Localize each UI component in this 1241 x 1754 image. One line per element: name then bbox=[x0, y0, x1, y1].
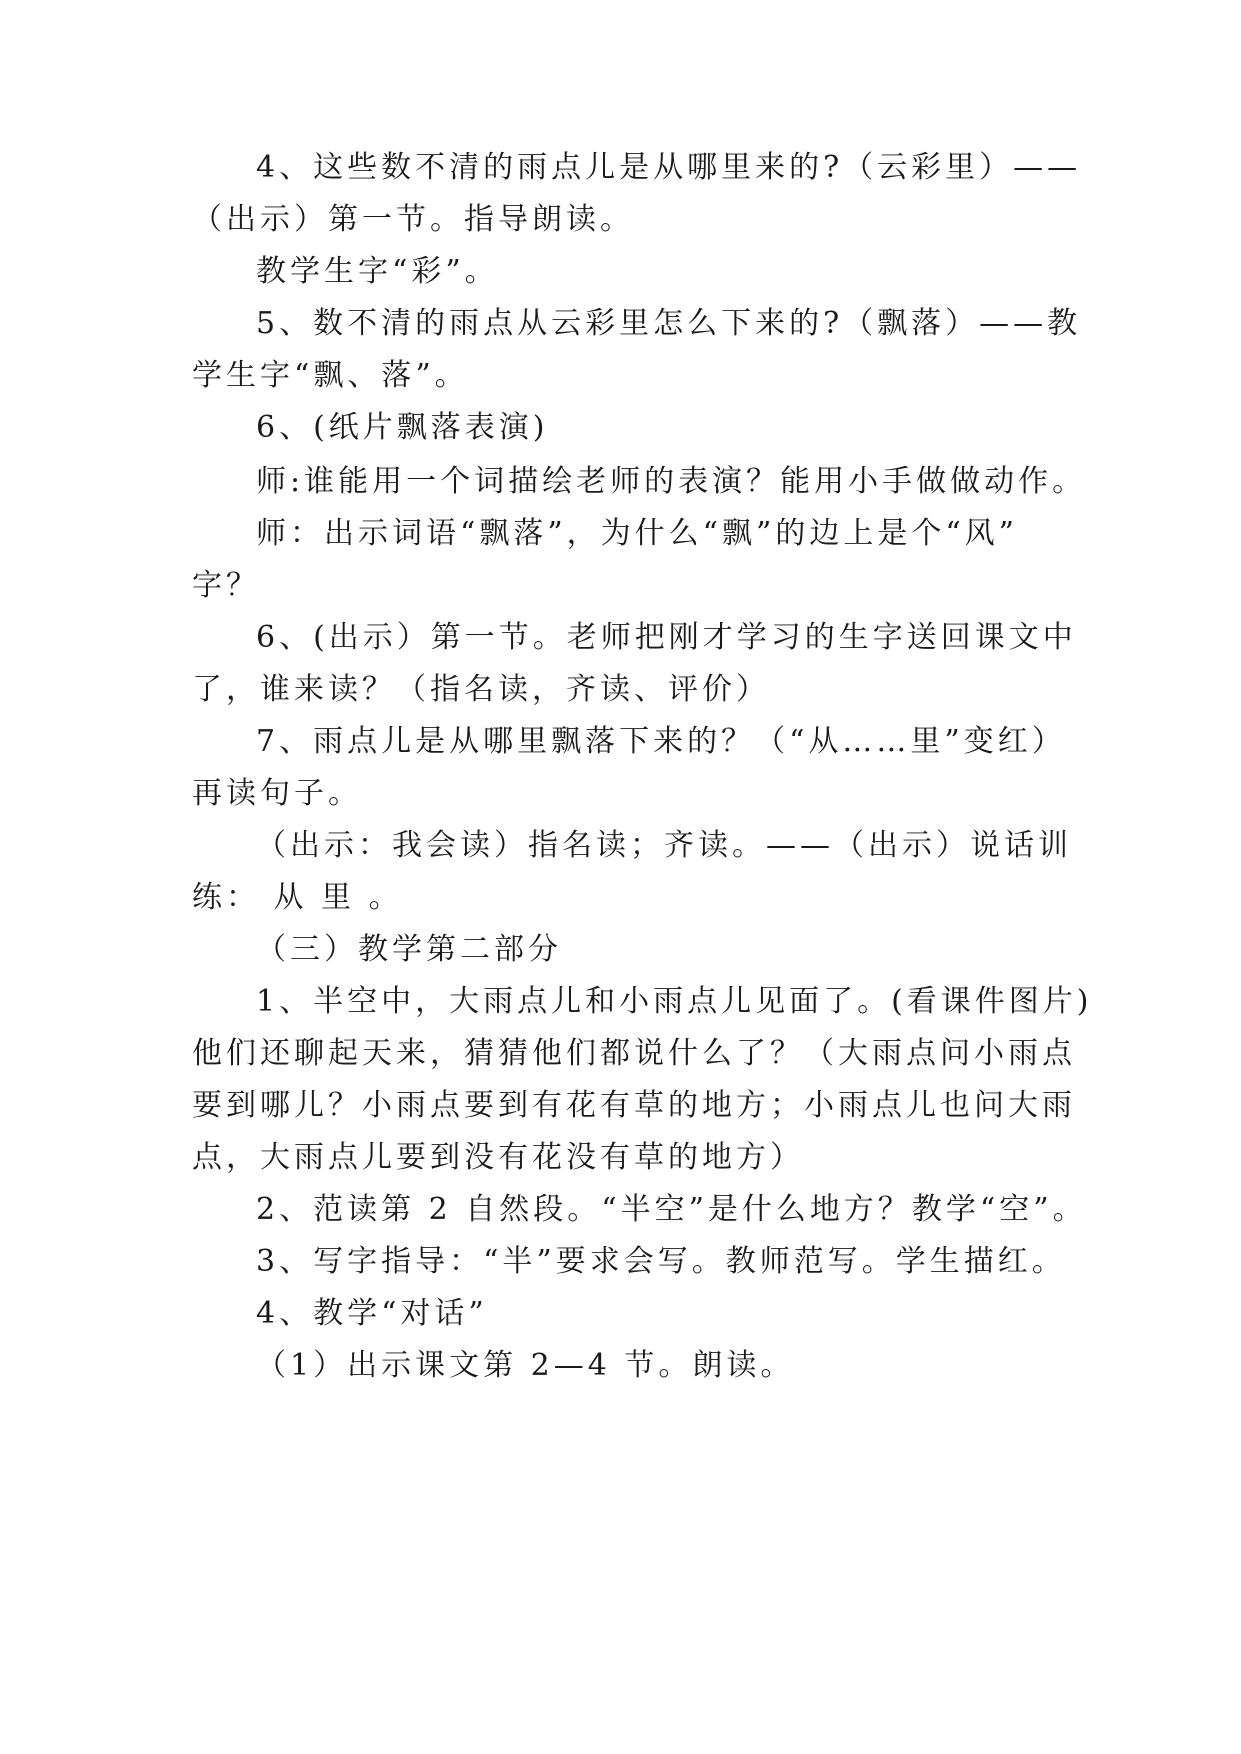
paragraph-line: 学生字“飘、落”。 bbox=[192, 358, 469, 393]
paragraph-line: （1）出示课文第 2—4 节。朗读。 bbox=[256, 1348, 795, 1383]
paragraph-line: 5、数不清的雨点从云彩里怎么下来的?（飘落）——教 bbox=[256, 306, 1082, 341]
section-heading: （三）教学第二部分 bbox=[256, 932, 562, 967]
paragraph-line: 1、半空中，大雨点儿和小雨点儿见面了。(看课件图片) bbox=[256, 984, 1093, 1019]
paragraph-line: 3、写字指导：“半”要求会写。教师范写。学生描红。 bbox=[256, 1244, 1066, 1279]
paragraph-line: 2、范读第 2 自然段。“半空”是什么地方？教学“空”。 bbox=[256, 1192, 1087, 1227]
paragraph-line: 师:谁能用一个词描绘老师的表演？能用小手做做动作。 bbox=[256, 464, 1087, 499]
paragraph-line: （出示：我会读）指名读；齐读。——（出示）说话训 bbox=[256, 828, 1072, 863]
paragraph-line: 4、这些数不清的雨点儿是从哪里来的?（云彩里）—— bbox=[256, 150, 1082, 185]
paragraph-line: （出示）第一节。指导朗读。 bbox=[192, 202, 634, 237]
paragraph-line: 6、(纸片飘落表演) bbox=[256, 410, 549, 445]
paragraph-line: 4、教学“对话” bbox=[256, 1296, 488, 1331]
paragraph-line: 要到哪儿？小雨点要到有花有草的地方；小雨点儿也问大雨 bbox=[192, 1088, 1076, 1123]
paragraph-line: 点，大雨点儿要到没有花没有草的地方） bbox=[192, 1140, 804, 1175]
paragraph-line: 6、(出示）第一节。老师把刚才学习的生字送回课文中 bbox=[256, 620, 1077, 655]
paragraph-line: 教学生字“彩”。 bbox=[256, 254, 499, 289]
paragraph-line: 字？ bbox=[192, 568, 260, 603]
paragraph-line: 了，谁来读？（指名读，齐读、评价） bbox=[192, 672, 770, 707]
paragraph-line: 师：出示词语“飘落”，为什么“飘”的边上是个“风” bbox=[256, 516, 1019, 551]
paragraph-line: 7、雨点儿是从哪里飘落下来的？（“从……里”变红） bbox=[256, 724, 1066, 759]
paragraph-line: 再读句子。 bbox=[192, 776, 362, 811]
paragraph-line: 练： 从 里 。 bbox=[192, 880, 403, 915]
paragraph-line: 他们还聊起天来，猜猜他们都说什么了？（大雨点问小雨点 bbox=[192, 1036, 1076, 1071]
